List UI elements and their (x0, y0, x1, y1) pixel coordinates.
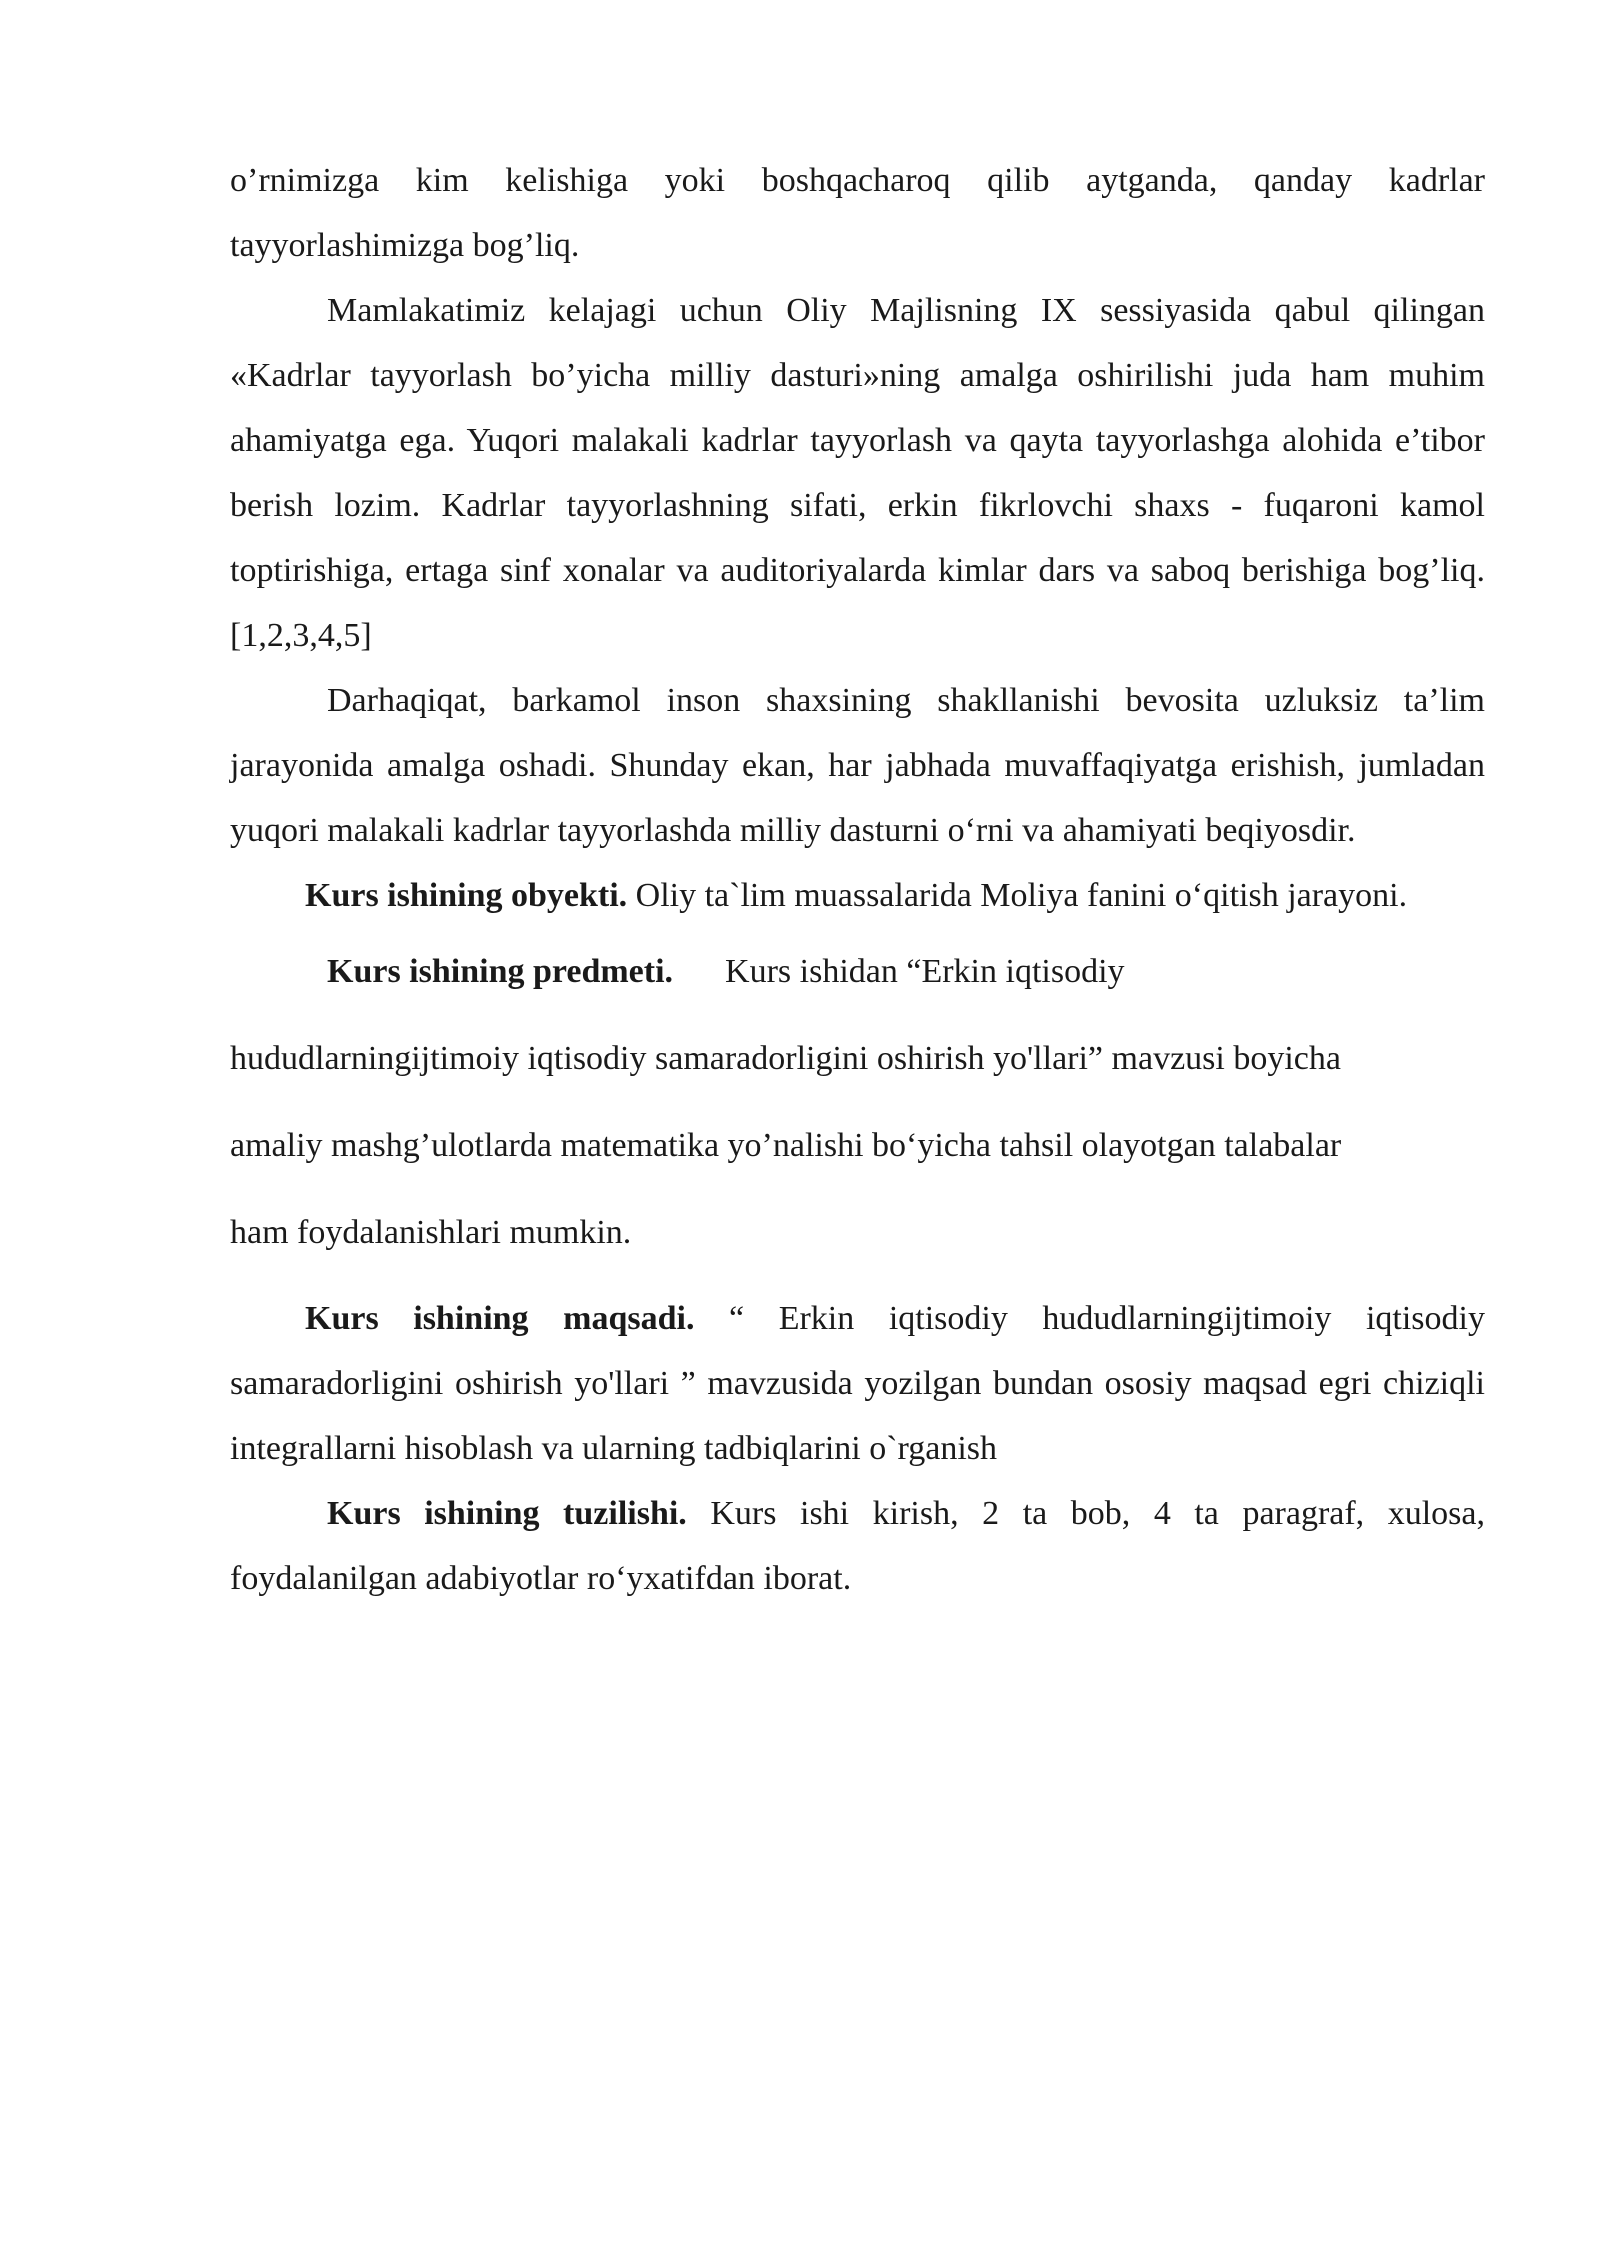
paragraph-education: Darhaqiqat, barkamol inson shaxsining shakllanishi bevosita uzluksiz ta’lim jarayonida amalga oshadi. Shunday ekan, har jabhada muvaffaqiyatga erishish, jumladan yuqori malakali kadrlar tayyorlashda milliy dasturni o‘rni va ahamiyati beqiyosdir. (230, 682, 1485, 849)
structure-text: Kurs ishi kirish, 2 ta bob, 4 ta paragraf, xulosa, foydalanilgan adabiyotlar ro‘yxatifdan iborat. (230, 1495, 1485, 1597)
structure-heading: Kurs ishining tuzilishi. (327, 1495, 687, 1532)
paragraph-national-program: Mamlakatimiz kelajagi uchun Oliy Majlisning IX sessiyasida qabul qilingan «Kadrlar tayyorlash bo’yicha milliy dasturi»ning amalga oshirilishi juda ham muhim ahamiyatga ega. Yuqori malakali kadrlar tayyorlash va qayta tayyorlashga alohida e’tibor berish lozim. Kadrlar tayyorlashning sifati, erkin fikrlovchi shaxs - fuqaroni kamol toptirishiga, ertaga sinf xonalar va auditoriyalarda kimlar dars va saboq berishiga bog’liq. [1,2,3,4,5] (230, 292, 1485, 654)
section-structure (230, 1481, 1485, 1611)
object-text: Oliy ta`lim muassalarida Moliya fanini o‘qitish jarayoni. (627, 877, 1408, 914)
section-subject (230, 928, 1485, 1276)
object-heading: Kurs ishining obyekti. (305, 877, 628, 914)
section-goal (230, 1286, 1485, 1481)
paragraph-intro: o’rnimizga kim kelishiga yoki boshqacharoq qilib aytganda, qanday kadrlar tayyorlashimizga bog’liq. (230, 162, 1485, 264)
subject-heading: Kurs ishining predmeti. (327, 953, 674, 990)
document-page (230, 148, 1485, 1611)
subject-line-2: amaliy mashg’ulotlarda matematika yo’nalishi bo‘yicha tahsil olayotgan talabalar (230, 1127, 1342, 1164)
subject-text: Kurs ishidan “Erkin iqtisodiy (725, 953, 1125, 990)
subject-first-line (230, 928, 1485, 1015)
subject-line-1: hududlarningijtimoiy iqtisodiy samaradorligini oshirish yo'llari” mavzusi boyicha (230, 1040, 1341, 1077)
goal-heading: Kurs ishining maqsadi. (305, 1300, 695, 1337)
goal-text: “ Erkin iqtisodiy hududlarningijtimoiy iqtisodiy samaradorligini oshirish yo'llari ” mavzusida yozilgan bundan ososiy maqsad egri chiziqli integrallarni hisoblash va ularning tadbiqlarini o`rganish (230, 1300, 1485, 1467)
section-object (230, 863, 1485, 928)
subject-line-3: ham foydalanishlari mumkin. (230, 1214, 632, 1251)
